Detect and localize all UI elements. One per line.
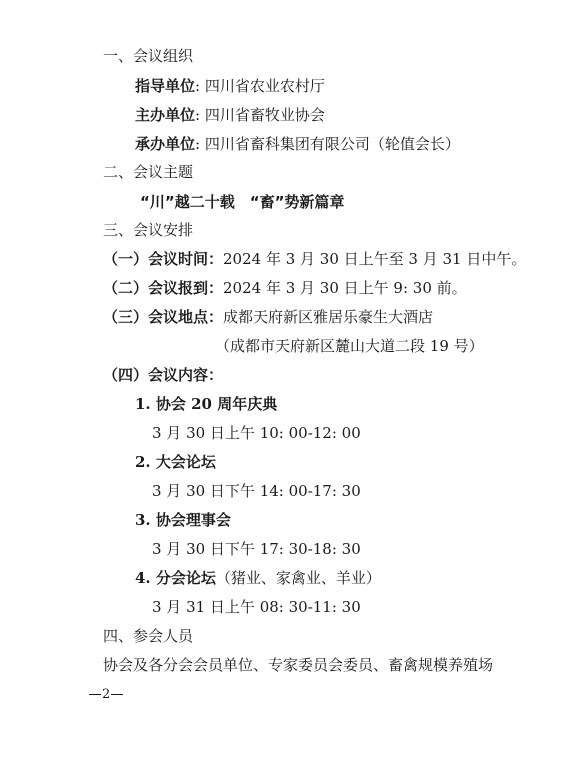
section-heading-organization: 一、会议组织 <box>103 47 194 65</box>
host-unit-value: 四川省畜牧业协会 <box>204 106 325 124</box>
page-number-value: 2 <box>102 687 111 702</box>
meeting-report-value: 2024 年 3 月 30 日上午 9: 30 前。 <box>223 279 467 297</box>
section-heading-theme: 二、会议主题 <box>103 163 194 181</box>
section-heading-arrangement: 三、会议安排 <box>103 221 194 239</box>
agenda-item-time: 3 月 30 日下午 17: 30-18: 30 <box>152 540 361 558</box>
agenda-item-time: 3 月 31 日上午 08: 30-11: 30 <box>152 598 361 616</box>
guide-unit-row <box>135 76 325 96</box>
agenda-item-time: 3 月 30 日上午 10: 00-12: 00 <box>152 424 361 442</box>
page-number <box>88 685 124 705</box>
meeting-venue-row <box>103 307 433 327</box>
agenda-item-title: 4. 分会论坛 <box>135 569 216 587</box>
meeting-venue-address: （成都市天府新区麓山大道二段 19 号） <box>215 337 484 355</box>
meeting-venue-value: 成都天府新区雅居乐豪生大酒店 <box>223 308 434 326</box>
meeting-content-label: （四）会议内容： <box>103 366 224 384</box>
agenda-item-title: 3. 协会理事会 <box>135 511 231 529</box>
agenda-item-title: 1. 协会 20 周年庆典 <box>135 395 278 413</box>
meeting-theme: “川”越二十载 “畜”势新篇章 <box>140 193 345 211</box>
agenda-item-note: （猪业、家禽业、羊业） <box>215 569 381 587</box>
page-dash-right <box>111 694 123 695</box>
guide-unit-value: 四川省农业农村厅 <box>204 77 325 95</box>
agenda-item-title: 2. 大会论坛 <box>135 453 216 471</box>
host-unit-row <box>135 105 325 125</box>
page-dash-left <box>89 694 101 695</box>
organizer-unit-colon: : <box>195 135 201 153</box>
attendees-body: 协会及各分会会员单位、专家委员会委员、畜禽规模养殖场 <box>103 656 494 674</box>
guide-unit-colon: : <box>195 77 201 95</box>
organizer-unit-label: 承办单位 <box>135 135 196 153</box>
meeting-report-label: （二）会议报到： <box>103 279 224 297</box>
meeting-report-row <box>103 278 467 298</box>
host-unit-colon: : <box>195 106 201 124</box>
organizer-unit-value: 四川省畜科集团有限公司（轮值会长） <box>204 135 460 153</box>
meeting-time-value: 2024 年 3 月 30 日上午至 3 月 31 日中午。 <box>223 250 527 268</box>
meeting-time-row <box>103 249 526 269</box>
section-heading-attendees: 四、参会人员 <box>103 627 194 645</box>
meeting-venue-label: （三）会议地点： <box>103 308 224 326</box>
guide-unit-label: 指导单位 <box>135 77 196 95</box>
organizer-unit-row <box>135 134 460 154</box>
meeting-time-label: （一）会议时间： <box>103 250 224 268</box>
agenda-item-time: 3 月 30 日下午 14: 00-17: 30 <box>152 482 361 500</box>
host-unit-label: 主办单位 <box>135 106 196 124</box>
agenda-item-row <box>135 568 381 588</box>
